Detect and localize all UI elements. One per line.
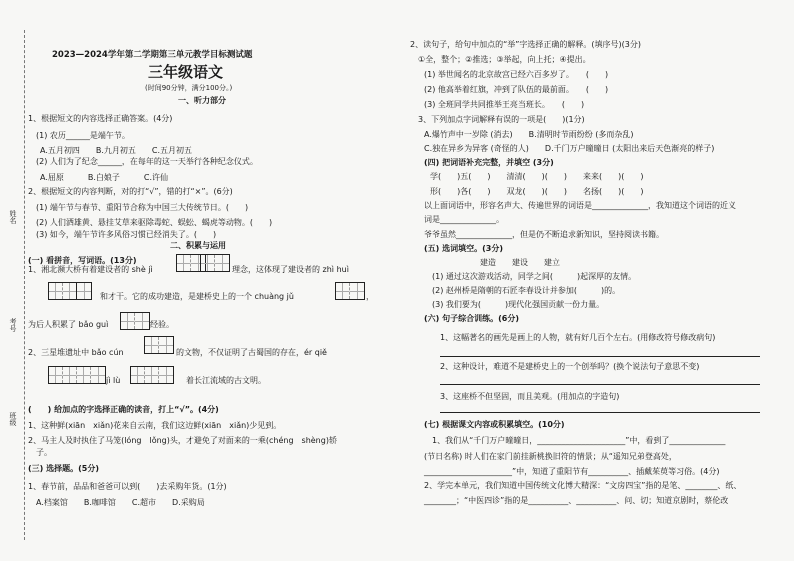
time-score: (时间90分钟，满分100分。) xyxy=(145,84,233,92)
reading-2-cont: 子。 xyxy=(36,448,52,457)
r-sentence-2: (2) 赵州桥是隋朝的石匠李春设计并参加( )的。 xyxy=(432,286,621,295)
pinyin-2b: 的文物，不仅证明了古蜀国的存在，ér qiě xyxy=(176,348,327,357)
char-grid[interactable] xyxy=(130,366,174,384)
class-label: 班级 xyxy=(9,412,17,426)
q2-2: (2) 人们洒雄黄、悬挂艾草来驱除毒蛇、蜈蚣、蝎虎等动物。( ) xyxy=(36,218,273,227)
exam-title: 2023—2024学年第二学期第三单元教学目标测试题 xyxy=(52,50,253,60)
answer-line[interactable] xyxy=(440,412,760,413)
pinyin-2a: 2、三星堆遗址中 bǎo cún xyxy=(28,348,124,357)
r-sec7-heading: (七) 根据课文内容或积累填空。(10分) xyxy=(424,420,565,429)
char-grid[interactable] xyxy=(48,366,106,384)
name-label: 姓名 xyxy=(9,210,17,224)
r-knowledge-2a: 2、学完本单元，我们知道中国传统文化博大精深：“文房四宝”指的是笔、________、纸、 xyxy=(424,481,742,490)
r-q2-3: (3) 全班同学共同推举王亮当班长。 ( ) xyxy=(424,100,585,109)
pinyin-2d: 着长江流域的古文明。 xyxy=(186,376,266,385)
pinyin-2c: jì lù xyxy=(106,376,121,385)
r-knowledge-1b: (节日名称) 时人们在家门前挂新桃换旧符的情景；从“遥知兄弟登高处， xyxy=(424,452,677,461)
pinyin-1c: 和才干。它的成功建造，是建桥史上的一个 chuàng jǔ xyxy=(100,292,294,301)
r-knowledge-1c: ______________________”中，知道了重阳节有__________、插戴茱萸等习俗。(4分) xyxy=(424,467,720,476)
r-sentence-1: (1) 通过这次游戏活动，同学之间( )起深厚的友情。 xyxy=(432,272,637,281)
r-sec6-heading: (六) 句子综合训练。(6分) xyxy=(424,314,519,323)
part1-heading: 一、听力部分 xyxy=(178,96,226,105)
char-grid[interactable] xyxy=(200,254,230,272)
pinyin-1b: 理念，这体现了建设者的 zhì huì xyxy=(232,265,349,274)
choice-1: 1、春节前，品品和爸爸可以到( )去采购年货。(1分) xyxy=(28,482,227,491)
answer-line[interactable] xyxy=(440,384,760,385)
section1-heading: (一) 看拼音，写词语。(13分) xyxy=(28,256,137,265)
r-q2-stem: 2、读句子，给句中加点的“举”字选择正确的解释。(填序号)(3分) xyxy=(410,40,641,49)
q2-stem: 2、根据短文的内容判断，对的打“√”，错的打“×”。(6分) xyxy=(28,187,233,196)
r-task-3: 3、这座桥不但坚固，而且美观。(用加点的字造句) xyxy=(440,392,620,401)
reading-2: 2、马主人及时执住了马笼(lóng lǒng)头，才避免了对面来的一乘(chéng shèng)轿 xyxy=(28,436,337,445)
r-knowledge-2b: ________；“中医四诊”指的是__________、__________、问、切；知道京剧时，蔡伦改 xyxy=(424,496,729,505)
section3-heading: (三) 选择题。(5分) xyxy=(28,464,99,473)
r-word-bank: 建造 建设 建立 xyxy=(480,258,560,267)
pinyin-1d: ， xyxy=(366,292,374,301)
pinyin-1e: 为后人积累了 bǎo guì xyxy=(28,320,109,329)
q2-3: (3) 如今，端午节许多风俗习惯已经消失了。( ) xyxy=(36,230,217,239)
r-sentence-3: (3) 我们要为( )现代化强国贡献一份力量。 xyxy=(432,300,605,309)
r-idiom-row1: 学( )五( ) 清清( )( ) 来来( )( ) xyxy=(430,172,644,181)
answer-line[interactable] xyxy=(440,356,760,357)
q1-1: (1) 农历______是端午节。 xyxy=(36,131,130,140)
r-q3-cd: C.独在异乡为异客 (奇怪的人) D.千门万户曈曈日 (太阳出来后天色渐亮的样子) xyxy=(424,144,715,153)
part2-heading: 二、积累与运用 xyxy=(170,241,226,250)
r-sec4-heading: (四) 把词语补充完整，并填空 (3分) xyxy=(424,158,554,167)
r-sec5-heading: (五) 选词填空。(3分) xyxy=(424,244,503,253)
seat-label: 考号 xyxy=(9,318,17,332)
r-idiom-row2: 形( )各( ) 双龙( )( ) 名扬( )( ) xyxy=(430,187,644,196)
reading-1: 1、这种鲜(xiān xiǎn)花来自云南，我们这边鲜(xiān xiǎn)少见到。 xyxy=(28,421,282,430)
r-task-2: 2、这种设计，难道不是建桥史上的一个创举吗？(换个说法句子意思不变) xyxy=(440,362,700,371)
binding-line xyxy=(24,30,25,540)
q1-2: (2) 人们为了纪念______，在每年的这一天举行各种纪念仪式。 xyxy=(36,157,258,166)
r-task-1: 1、这幅著名的画先是画上的人物，就有好几百个左右。(用修改符号修改病句) xyxy=(440,333,716,342)
q1-1-options: A.五月初四 B.九月初五 C.五月初五 xyxy=(40,146,193,155)
pinyin-1f: 经验。 xyxy=(150,320,174,329)
r-fill-1: 以上面词语中，形容名声大、传遍世界的词语是______________，我知道这个词语的近义 xyxy=(424,201,736,210)
char-grid[interactable] xyxy=(144,336,174,354)
r-knowledge-1a: 1、我们从“千门万户曈曈日，______________________”中，看到了______________ xyxy=(432,436,726,445)
r-fill-3: 爷爷虽然______________，但是仍不断追求新知识，坚持阅读书籍。 xyxy=(424,230,664,239)
r-q3-ab: A.爆竹声中一岁除 (消去) B.清明时节雨纷纷 (多而杂乱) xyxy=(424,130,634,139)
r-q2-options: ①全，整个；②推选；③举起，向上托；④提出。 xyxy=(418,55,591,64)
char-grid[interactable] xyxy=(335,282,365,300)
pinyin-1a: 1、湘北濒大桥有着建设者的 shè jì xyxy=(28,265,153,274)
r-q2-2: (2) 他高举着红旗，冲到了队伍的最前面。 ( ) xyxy=(424,85,609,94)
choice-1-options: A.档案馆 B.咖啡馆 C.超市 D.采购局 xyxy=(36,498,205,507)
char-grid[interactable] xyxy=(48,282,92,300)
q1-2-options: A.屈原 B.白娘子 C.许仙 xyxy=(40,173,169,182)
section2-heading: ( ) 给加点的字选择正确的读音，打上“√”。(4分) xyxy=(28,405,219,414)
r-q3-stem: 3、下列加点字词解释有误的一项是( )(1分) xyxy=(418,115,585,124)
r-fill-2: 词是______________。 xyxy=(424,215,504,224)
q1-stem: 1、根据短文的内容选择正确答案。(4分) xyxy=(28,114,173,123)
r-q2-1: (1) 举世闻名的北京故宫已经六百多岁了。 ( ) xyxy=(424,70,609,79)
char-grid[interactable] xyxy=(120,312,150,330)
q2-1: (1) 端午节与春节、重阳节合称为中国三大传统节日。( ) xyxy=(36,203,249,212)
subject-title: 三年级语文 xyxy=(148,63,224,81)
